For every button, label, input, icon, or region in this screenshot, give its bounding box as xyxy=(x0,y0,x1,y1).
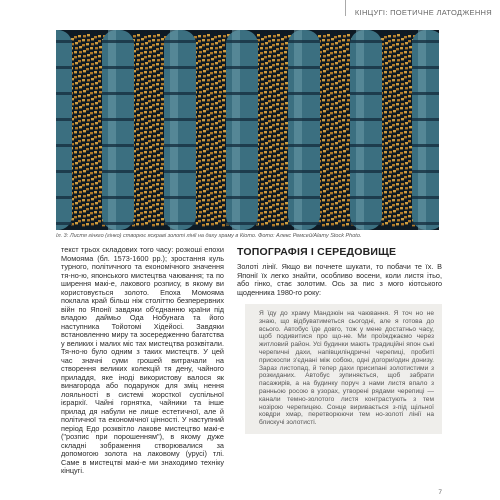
running-title: КІНЦУГІ: ПОЕТИЧНЕ ЛАТОДЖЕННЯ xyxy=(354,7,492,17)
tile-rib xyxy=(56,30,72,230)
figure-label: Іл. 3: xyxy=(56,233,69,239)
roof-photo xyxy=(56,30,439,230)
tile-rib xyxy=(164,30,196,230)
tile-rib xyxy=(102,30,134,230)
left-column-text: текст трьох складових того часу: розкоші епохи Момояма (бл. 1573-1600 рр.); зростання куль турного, політичного та економічного значення тя-но-ю, японського мистецтва чаювання; та по ширення макі-е, лакового розпису, в якому ви користовується золото. Епоха Момояма поклала край більш ніж століттю безперервних війн по Японії завдяки об'єднанню країни під владою даймьо Ода Нобунага та його наступника Тойотомі Хідейосі. Завдяки встановленню миру та зосередженню багатства у великих і малих міс тах мистецтва розквітали. Тя-но-ю було одним з таких мистецтв. У цей час значні суми грошей витрачали на створення великих колекцій тя дену, чайного приладдя, яке іноді використову валося як винагорода або подарунок для зміц нення лояльності в системі жорсткої суспільної ієрархії. Чайні горнятка, чайники та інше прилад дя набули не лише естетичної, але й політичної та економічної цінності. У наступний період Едо розквітло лакове мистецтво макі-е ("розпис при порошенням"), в якому дуже складні зображення створювалися за допомогою золота на лаковому (урусі) тлі. Саме в мистецтві макі-е ми знаходимо техніку кінцугі. xyxy=(61,245,224,475)
intro-paragraph: Золоті лінії. Якщо ви почнете шукати, то побачи те їх. В Японії їх легко знайти, особливо восени, коли листя ітьо, або гінко, стає золотим. Ось за пис з мого кіотського щоденника 1980-го року: xyxy=(237,262,442,297)
figure-caption xyxy=(56,232,446,240)
tile-rib xyxy=(350,30,382,230)
roof-tiles-illustration xyxy=(56,30,439,230)
caption-text: Листя гінкго (гінко) створює яскраві золоті лінії на даху храму в Кіото. Фото: Алекс Ремсей/Alamy Stock Photo. xyxy=(69,233,362,239)
tile-rib xyxy=(226,30,258,230)
right-column xyxy=(237,246,442,434)
running-header xyxy=(355,0,492,24)
diary-quote: Я їду до храму Мандзюін на чаювання. Я точ но не знаю, що відбуватиметься сьогодні, але я готова до всього. Автобус їде довго, тож у мене достатньо часу, щоб подивитися про що-не. Ми проїжджаємо через житловий район. Усі будинки мають традиційні япон ські черепичні дахи, напівциліндричні черепиці, пробиті прискоспи з'єднані між собою, одні догори/один донизу. Зараз листопад, й тепер дахи присипані золотистими з розкиданих. Автобус зупиняється, щоб забрати пасажирів, а на будинку поруч з нами листя впало з ранньою росою в узорах, утворені рядами черепиці — канали темно-золотого листя контрастують з тем нозірою черепицею. Сонце виривається з-під щільної ковдри хмар, перетворюючи тем но-золоті лінії на блискучі золотисті. xyxy=(245,304,442,434)
tile-rib xyxy=(412,30,439,230)
tile-rib xyxy=(288,30,320,230)
page-number: 7 xyxy=(438,489,442,496)
header-divider xyxy=(345,0,346,16)
section-title: ТОПОГРАФІЯ І СЕРЕДОВИЩЕ xyxy=(237,246,397,258)
